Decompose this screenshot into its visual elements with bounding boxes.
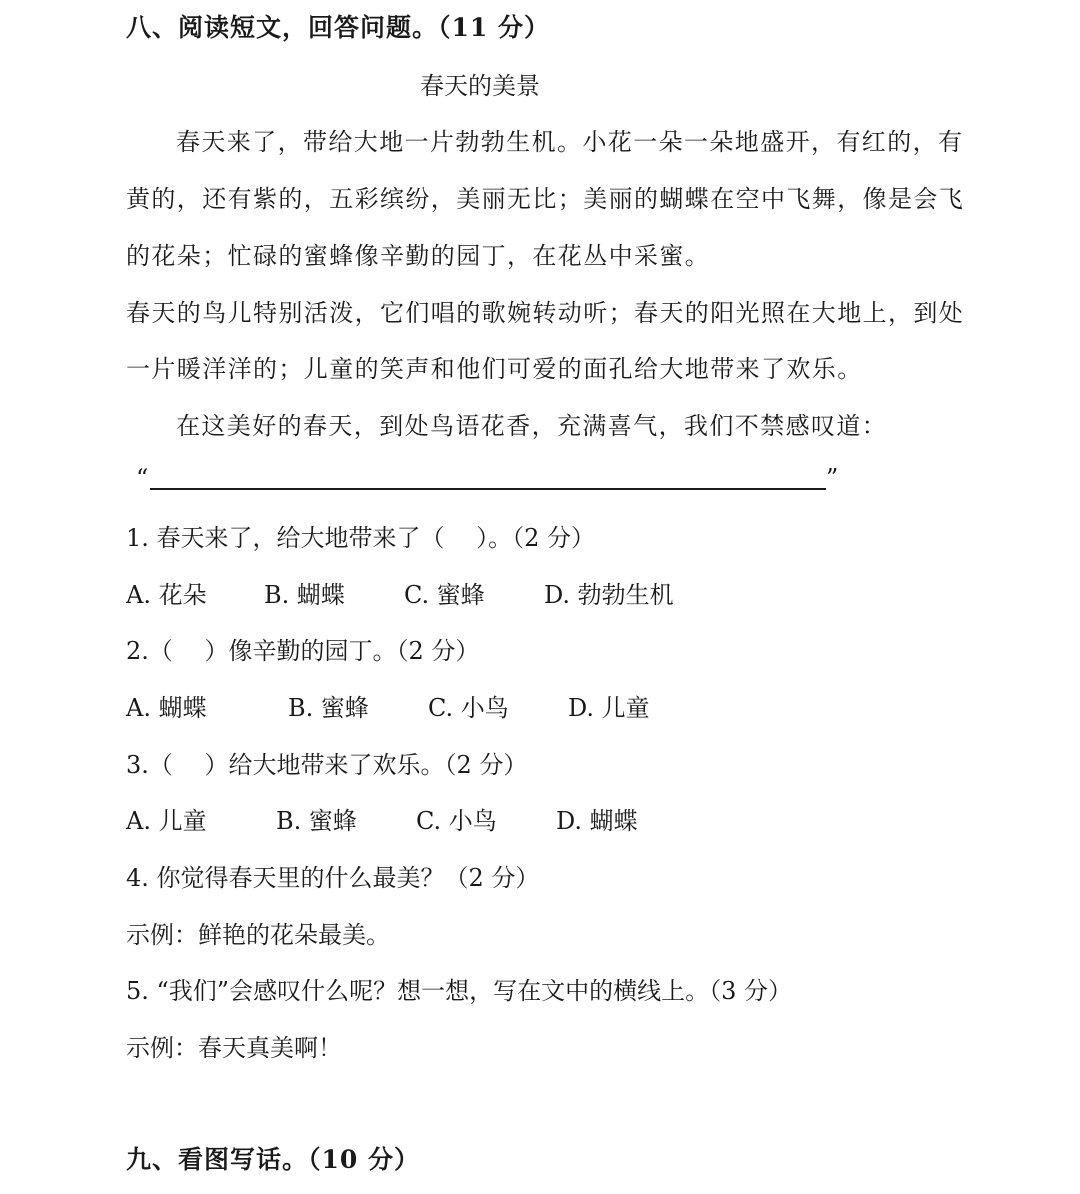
q1-option-a[interactable]: A. 花朵 (126, 581, 207, 609)
q3-option-a[interactable]: A. 儿童 (126, 807, 207, 835)
q1-option-d[interactable]: D. 勃勃生机 (544, 581, 674, 609)
passage-line-1: 春天来了，带给大地一片勃勃生机。小花一朵一朵地盛开，有红的，有 (176, 128, 964, 156)
answer-underline (150, 488, 826, 490)
q2-option-c[interactable]: C. 小鸟 (428, 694, 509, 722)
q2-option-a[interactable]: A. 蝴蝶 (126, 694, 207, 722)
q2-option-d[interactable]: D. 儿童 (568, 694, 650, 722)
q3-option-d[interactable]: D. 蝴蝶 (556, 807, 638, 835)
q3-option-c[interactable]: C. 小鸟 (416, 807, 497, 835)
question-2: 2.（ ）像辛勤的园丁。（2 分） (126, 637, 480, 665)
q1-option-c[interactable]: C. 蜜蜂 (404, 581, 485, 609)
close-quote-mark: ” (826, 464, 839, 492)
passage-line-5: 一片暖洋洋的；儿童的笑声和他们可爱的面孔给大地带来了欢乐。 (126, 355, 863, 383)
section-8-heading: 八、阅读短文，回答问题。（11 分） (126, 13, 550, 42)
question-3: 3.（ ）给大地带来了欢乐。（2 分） (126, 751, 528, 779)
open-quote-mark: “ (136, 464, 149, 492)
q2-option-b[interactable]: B. 蜜蜂 (288, 694, 369, 722)
q3-option-b[interactable]: B. 蜜蜂 (276, 807, 357, 835)
q1-option-b[interactable]: B. 蝴蝶 (264, 581, 345, 609)
passage-line-3: 的花朵；忙碌的蜜蜂像辛勤的园丁，在花丛中采蜜。 (126, 242, 711, 270)
section-9-heading: 九、看图写话。（10 分） (126, 1145, 420, 1174)
answer-blank-line[interactable] (136, 462, 856, 496)
passage-line-6: 在这美好的春天，到处鸟语花香，充满喜气，我们不禁感叹道： (176, 412, 888, 440)
passage-title: 春天的美景 (420, 72, 540, 100)
question-5-example: 示例：春天真美啊！ (126, 1034, 342, 1062)
question-1-options (126, 579, 674, 611)
question-5: 5. “我们”会感叹什么呢？想一想，写在文中的横线上。（3 分） (126, 977, 792, 1005)
question-2-options (126, 692, 650, 724)
question-1: 1. 春天来了，给大地带来了（ ）。（2 分） (126, 524, 596, 552)
passage-line-2: 黄的，还有紫的，五彩缤纷，美丽无比；美丽的蝴蝶在空中飞舞，像是会飞 (126, 185, 965, 213)
question-4-example: 示例：鲜艳的花朵最美。 (126, 921, 390, 949)
question-3-options (126, 805, 638, 837)
passage-line-4: 春天的鸟儿特别活泼，它们唱的歌婉转动听；春天的阳光照在大地上，到处 (126, 299, 965, 327)
question-4: 4. 你觉得春天里的什么最美？（2 分） (126, 864, 540, 892)
